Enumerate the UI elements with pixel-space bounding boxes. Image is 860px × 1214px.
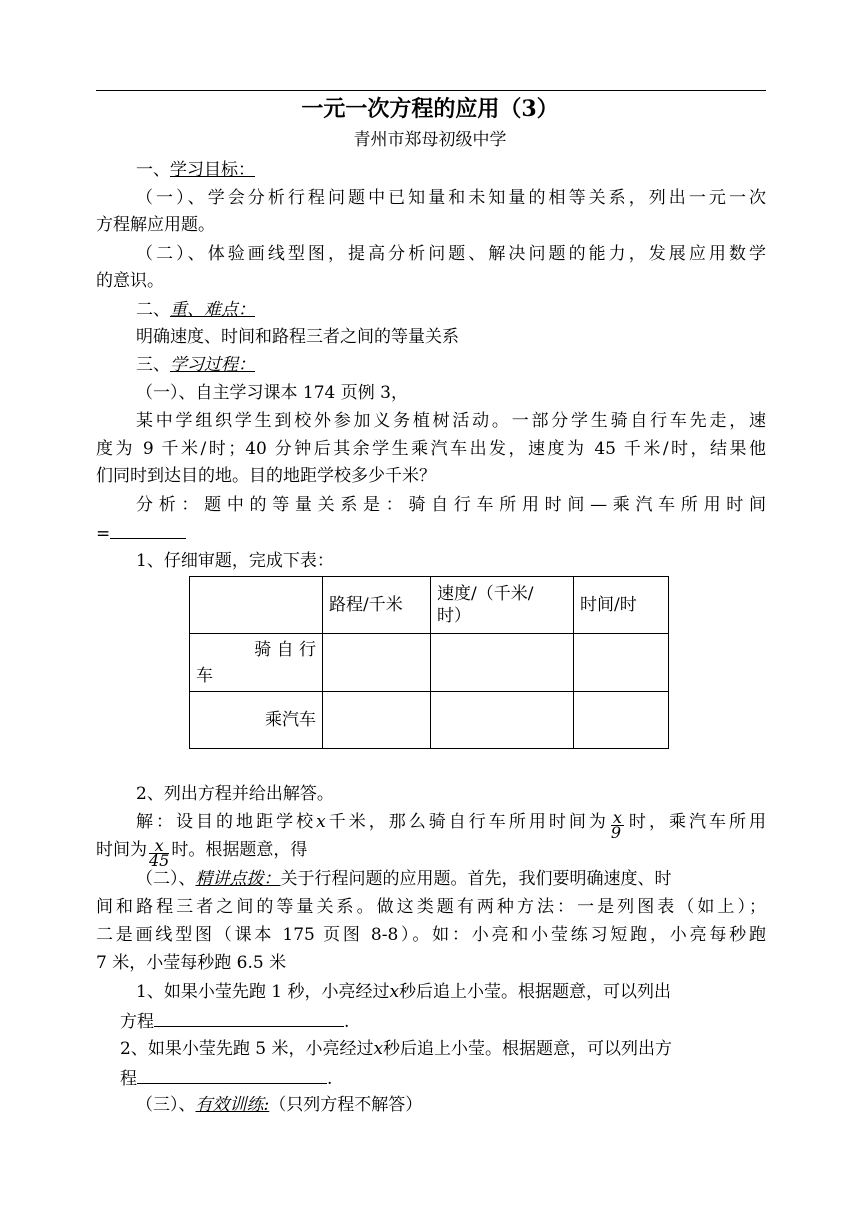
part-text: （只列方程不解答） (269, 1095, 423, 1115)
table-label-bus: 乘汽车 (190, 692, 323, 749)
table-cell (190, 577, 323, 634)
step-1: 1、仔细审题，完成下表： (136, 551, 334, 571)
section-3-heading (136, 353, 255, 377)
fraction-numerator: x (149, 839, 169, 854)
problem-line-2: 度为 9 千米/时；40 分钟后其余学生乘汽车出发，速度为 45 千米/时，结果他 (96, 439, 766, 459)
section-title: 学习目标： (170, 160, 255, 180)
solution-text: 时。根据题意，得 (171, 840, 308, 860)
variable-x: x (373, 1039, 384, 1059)
table-cell-blank[interactable] (323, 692, 431, 749)
exercise-text: 1、如果小莹先跑 1 秒，小亮经过 (136, 982, 390, 1002)
page-title: 一元一次方程的应用（3） (301, 96, 559, 122)
part-number: （三）、 (136, 1095, 196, 1115)
header-rule (96, 90, 766, 91)
solution-text: 时，乘汽车所用 (625, 812, 767, 832)
answer-blank (110, 520, 186, 539)
goal-2-line-1: （二）、体验画线型图，提高分析问题、解决问题的能力，发展应用数学 (136, 244, 766, 264)
solution-line-2 (96, 836, 308, 870)
section-2-heading (136, 298, 255, 322)
table-label-bike (190, 634, 323, 692)
solution-text: 时间为 (96, 840, 147, 860)
exercise-text: 程 (120, 1069, 137, 1089)
table-label-bike-part: 骑 自 行 (254, 639, 316, 660)
solution-text: 千米，那么骑自行车所用时间为 (325, 812, 609, 832)
exercise-1-line-2 (120, 1008, 349, 1034)
goal-1-line-2: 方程解应用题。 (96, 215, 215, 235)
part-title: 精讲点拨： (195, 869, 281, 889)
variable-x: x (316, 812, 326, 832)
part-number: （二）、 (136, 869, 196, 889)
part-2-line-2: 间和路程三者之间的等量关系。做这类题有两种方法：一是列图表（如上）； (96, 897, 766, 917)
table-header-speed-part: 速度/（千米/ (437, 584, 534, 604)
analysis-line-1: 分析：题中的等量关系是：骑自行车所用时间—乘汽车所用时间 (136, 495, 766, 515)
solution-text: 解：设目的地距学校 (136, 812, 317, 832)
section-number: 一、 (136, 160, 170, 180)
problem-line-3: 们同时到达目的地。目的地距学校多少千米？ (96, 466, 436, 486)
motion-table (189, 576, 669, 749)
table-header-speed (431, 577, 574, 634)
table-header-speed-part: 时） (437, 606, 471, 626)
section-number: 三、 (136, 355, 170, 375)
table-row-bus (190, 692, 669, 749)
key-point: 明确速度、时间和路程三者之间的等量关系 (136, 327, 459, 347)
equation-blank[interactable] (137, 1065, 327, 1084)
section-title: 学习过程： (170, 355, 255, 375)
exercise-text: 秒后追上小莹。根据题意，可以列出方 (383, 1039, 673, 1059)
variable-x: x (389, 982, 400, 1002)
table-cell-blank[interactable] (574, 634, 669, 692)
problem-line-1: 某中学组织学生到校外参加义务植树活动。一部分学生骑自行车先走，速 (136, 411, 766, 431)
table-row (190, 577, 669, 634)
table-cell-blank[interactable] (323, 634, 431, 692)
exercise-1-line-1 (136, 980, 671, 1004)
table-header-distance: 路程/千米 (323, 577, 431, 634)
period: . (327, 1069, 333, 1089)
goal-1-line-1: （一）、学会分析行程问题中已知量和未知量的相等关系，列出一元一次 (136, 188, 766, 208)
part-2-line-3: 二是画线型图（课本 175 页图 8-8）。如：小亮和小莹练习短跑，小亮每秒跑 (96, 925, 766, 945)
fraction-x-over-45 (149, 836, 170, 870)
exercise-2-line-2 (120, 1065, 332, 1091)
fraction-x-over-9 (610, 808, 624, 842)
exercise-text: 方程 (120, 1012, 154, 1032)
exercise-text: 秒后追上小莹。根据题意，可以列出 (399, 982, 672, 1002)
period: . (344, 1012, 350, 1032)
analysis-line-2 (96, 520, 186, 546)
section-title: 重、难点： (170, 300, 255, 320)
equals-sign: = (96, 524, 111, 544)
exercise-text: 2、如果小莹先跑 5 米，小亮经过 (120, 1039, 374, 1059)
goal-2-line-2: 的意识。 (96, 271, 164, 291)
table-cell-blank[interactable] (574, 692, 669, 749)
part-title: 有效训练: (195, 1095, 270, 1115)
step-2: 2、列出方程并给出解答。 (136, 784, 334, 804)
exercise-2-line-1 (120, 1037, 672, 1061)
table-cell-blank[interactable] (431, 634, 574, 692)
part-3-heading (136, 1093, 422, 1117)
fraction-denominator: 9 (610, 823, 622, 842)
section-1-heading (136, 158, 255, 182)
fraction-denominator: 45 (149, 851, 170, 870)
table-row-bike (190, 634, 669, 692)
part-text: 关于行程问题的应用题。首先，我们要明确速度、时 (280, 869, 672, 889)
table-label-bike-part: 车 (196, 665, 213, 686)
equation-blank[interactable] (154, 1008, 344, 1027)
part-1-heading: （一）、自主学习课本 174 页例 3， (136, 383, 408, 403)
school-name: 青州市郑母初级中学 (353, 130, 507, 150)
table-cell-blank[interactable] (431, 692, 574, 749)
part-2-line-1 (136, 867, 672, 891)
fraction-numerator: x (612, 808, 622, 827)
part-2-line-4: 7 米，小莹每秒跑 6.5 米 (96, 953, 287, 973)
table-header-time: 时间/时 (574, 577, 669, 634)
solution-line-1 (96, 808, 767, 842)
section-number: 二、 (136, 300, 170, 320)
